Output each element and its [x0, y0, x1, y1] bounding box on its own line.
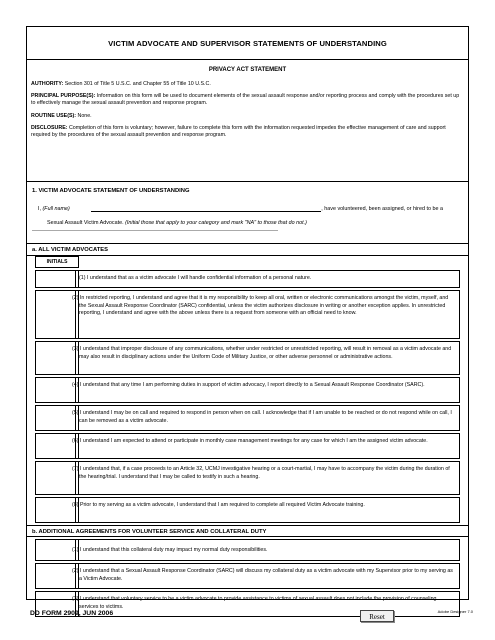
form-page	[26, 26, 469, 610]
routine-text: None.	[77, 112, 92, 119]
initials-box[interactable]	[35, 377, 79, 403]
initials-box[interactable]	[35, 270, 79, 288]
form-footer	[30, 606, 473, 626]
routine-use-paragraph	[31, 113, 464, 120]
section-1	[27, 182, 468, 244]
authority-label: AUTHORITY:	[31, 81, 64, 87]
initials-box[interactable]	[35, 563, 79, 589]
privacy-heading: PRIVACY ACT STATEMENT	[208, 67, 287, 73]
full-name-field[interactable]	[91, 204, 321, 212]
initials-header: INITIALS	[35, 256, 79, 268]
statement-text: (3) I understand that voluntary service to be a victim advocate to provide assistance to victims of sexual assault does not include the provision of counseling services to victims.	[75, 591, 460, 617]
purpose-text: Information on this form will be used to document elements of the sexual assault response and/or reporting process and comply with the procedures set up to effectively manage the sexual assault prevention and response program.	[31, 93, 460, 107]
designer-label: Adobe Designer 7.0	[437, 609, 473, 614]
form-title: VICTIM ADVOCATE AND SUPERVISOR STATEMENTS OF UNDERSTANDING	[27, 27, 468, 60]
statement-text: (8) Prior to my serving as a victim advocate, I understand that I am required to complete all required Victim Advocate training.	[75, 497, 460, 523]
disclosure-label: DISCLOSURE:	[31, 124, 68, 131]
initials-box[interactable]	[35, 405, 79, 431]
i-label: I,	[38, 206, 41, 212]
routine-label: ROUTINE USE(S):	[31, 112, 77, 119]
initials-box[interactable]	[35, 433, 79, 459]
full-name-line	[38, 204, 463, 212]
section-b-heading: b. ADDITIONAL AGREEMENTS FOR VOLUNTEER SERVICE AND COLLATERAL DUTY	[27, 525, 468, 537]
advocate-text: Sexual Assault Victim Advocate.	[47, 220, 124, 226]
statement-text: (5) I understand I may be on call and required to respond in person when on call. I acknowledge that if I am unable to be reached or do not respond while on call, I can be removed as a victim advocate.	[75, 405, 460, 431]
statement-text: (7) I understand that, if a case proceeds to an Article 32, UCMJ investigative hearing or a court-martial, I may have to accompany the victim during the duration of the hearing/trial. I understand that I may be called to testify in such a hearing.	[75, 461, 460, 495]
statement-text: (6) I understand I am expected to attend or participate in monthly case management meetings for any case for which I am the assigned victim advocate.	[75, 433, 460, 459]
statement-text: (2) In restricted reporting, I understand and agree that it is my responsibility to keep all oral, written or electronic communications amongst the victim, myself, and the Sexual Assault Response Coordinator (SARC) confidential, unless the victim authorizes disclosure in writing or another exception applies. In unrestricted reporting, I understand and agree with the above unless there is a request from someone with an official need to know.	[75, 290, 460, 339]
statement-text: (4) I understand that any time I am performing duties in support of victim advocacy, I report directly to a Sexual Assault Response Coordinator (SARC).	[75, 377, 460, 403]
privacy-act-statement	[27, 60, 468, 182]
disclosure-paragraph	[31, 125, 464, 139]
advocate-line	[47, 220, 307, 226]
statement-text: (2) I understand that a Sexual Assault Response Coordinator (SARC) will discuss my collateral duty as a victim advocate with my Supervisor prior to my serving as a Victim Advocate.	[75, 563, 460, 589]
purpose-paragraph	[31, 93, 464, 107]
statement-text: (3) I understand that improper disclosure of any communications, whether under restricted or unrestricted reporting, will result in removal as a victim advocate and may also result in disciplinary actions under the Uniform Code of Military Justice, or other adverse personnel or administrative actions.	[75, 341, 460, 375]
section-1-heading: 1. VICTIM ADVOCATE STATEMENT OF UNDERSTANDING	[32, 188, 190, 194]
reset-button[interactable]: Reset	[360, 610, 394, 622]
statement-text: (1) I understand that as a victim advocate I will handle confidential information of a personal nature.	[75, 270, 460, 288]
disclosure-text: Completion of this form is voluntary; however, failure to complete this form with the information requested impedes the effective management of care and support required by the procedures of the sexual assault prevention and response program.	[31, 124, 446, 139]
initial-instruction: (Initial those that apply to your category and mark "NA" to those that do not.)	[125, 220, 307, 226]
authority-text: Section 301 of Title 5 U.S.C. and Chapter 55 of Title 10 U.S.C.	[64, 81, 211, 87]
statement-text: (1) I understand that this collateral duty may impact my normal duty responsibilities.	[75, 539, 460, 561]
divider	[32, 230, 278, 231]
volunteer-text: , have volunteered, been assigned, or hired to be a	[321, 206, 443, 212]
purpose-label: PRINCIPAL PURPOSE(S):	[31, 93, 96, 100]
authority-paragraph	[31, 81, 464, 88]
form-number: DD FORM 2909, JUN 2006	[30, 610, 114, 617]
initials-box[interactable]	[35, 497, 79, 523]
full-name-hint: (Full name)	[42, 206, 70, 212]
section-a-heading: a. ALL VICTIM ADVOCATES	[27, 244, 468, 256]
